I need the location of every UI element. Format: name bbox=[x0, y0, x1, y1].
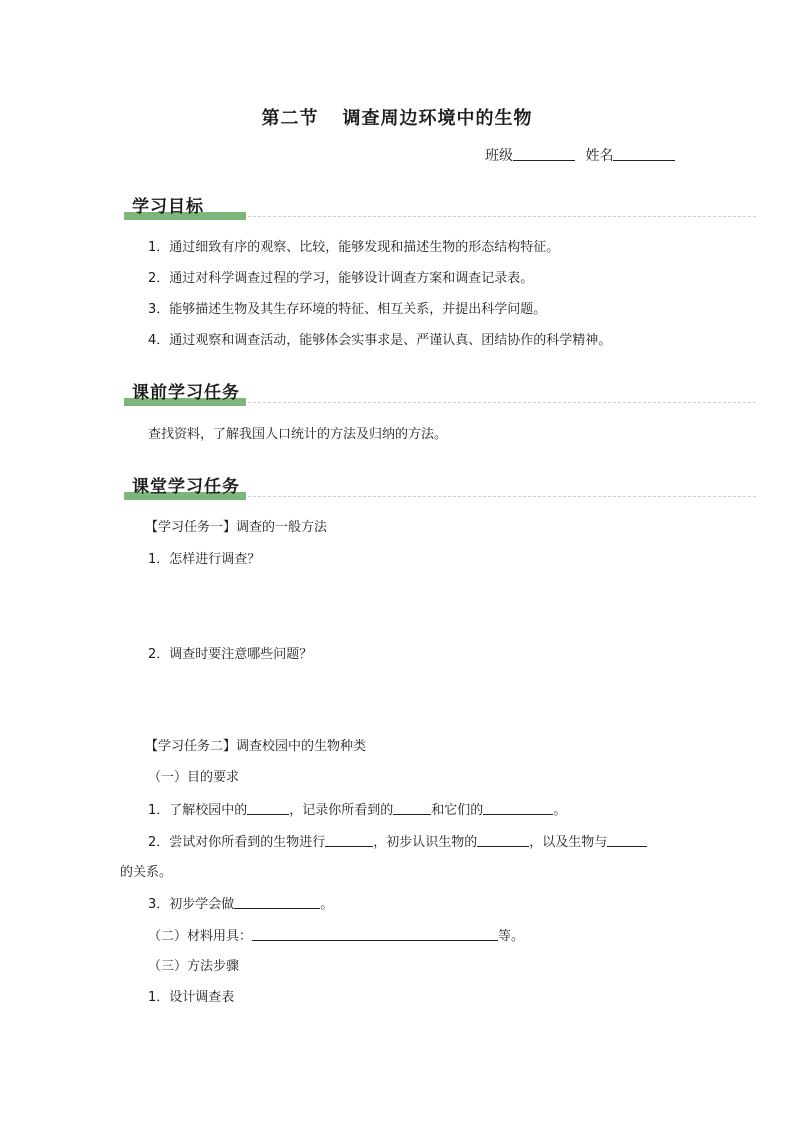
fill-text: ，初步认识生物的 bbox=[373, 835, 478, 850]
class-label: 班级 bbox=[485, 148, 513, 164]
fill-text: 2．尝试对你所看到的生物进行 bbox=[148, 835, 326, 850]
name-blank[interactable] bbox=[613, 146, 675, 161]
fill-blank[interactable] bbox=[607, 832, 647, 847]
name-label: 姓名 bbox=[585, 148, 614, 164]
fill-blank[interactable] bbox=[483, 800, 553, 815]
goal-item: 2．通过对科学调查过程的学习，能够设计调查方案和调查记录表。 bbox=[148, 271, 534, 286]
fill-blank[interactable] bbox=[393, 800, 431, 815]
subheading-purpose: （一）目的要求 bbox=[148, 770, 240, 785]
section-divider bbox=[248, 216, 756, 217]
fill-blank[interactable] bbox=[234, 894, 320, 909]
fill-text: ，以及生物与 bbox=[529, 835, 608, 850]
task1-question: 2．调查时要注意哪些问题？ bbox=[148, 647, 313, 662]
fill-text: ，记录你所看到的 bbox=[289, 803, 394, 818]
fill-item bbox=[148, 894, 333, 915]
subheading-steps: （三）方法步骤 bbox=[148, 959, 240, 974]
fill-text: 1．了解校园中的 bbox=[148, 803, 248, 818]
goal-item: 4．通过观察和调查活动，能够体会实事求是、严谨认真、团结协作的科学精神。 bbox=[148, 333, 612, 348]
fill-text: 3．初步学会做 bbox=[148, 897, 235, 912]
fill-text: 和它们的 bbox=[431, 803, 484, 818]
section-divider bbox=[248, 402, 756, 403]
goal-item: 3．能够描述生物及其生存环境的特征、相互关系，并提出科学问题。 bbox=[148, 302, 547, 317]
section-title: 学习目标 bbox=[132, 197, 204, 217]
fill-blank[interactable] bbox=[477, 832, 529, 847]
fill-item bbox=[148, 800, 566, 821]
fill-blank[interactable] bbox=[252, 926, 498, 941]
pre-task-text: 查找资料，了解我国人口统计的方法及归纳的方法。 bbox=[148, 427, 448, 442]
task1-question: 1．怎样进行调查？ bbox=[148, 552, 261, 567]
student-info bbox=[485, 145, 675, 165]
task1-heading: 【学习任务一】调查的一般方法 bbox=[145, 520, 328, 535]
fill-text: 。 bbox=[553, 803, 567, 818]
section-divider bbox=[248, 496, 756, 497]
section-title: 课前学习任务 bbox=[132, 383, 240, 403]
title-text: 调查周边环境中的生物 bbox=[342, 108, 533, 129]
fill-item-continuation: 的关系。 bbox=[120, 865, 173, 880]
fill-blank[interactable] bbox=[325, 832, 373, 847]
fill-text: （二）材料用具： bbox=[148, 929, 253, 944]
fill-blank[interactable] bbox=[247, 800, 289, 815]
task2-heading: 【学习任务二】调查校园中的生物种类 bbox=[145, 739, 367, 754]
class-blank[interactable] bbox=[513, 146, 575, 161]
fill-text: 等。 bbox=[498, 929, 525, 944]
goal-item: 1．通过细致有序的观察、比较，能够发现和描述生物的形态结构特征。 bbox=[148, 240, 560, 255]
subheading-materials bbox=[148, 926, 524, 947]
step-item: 1．设计调查表 bbox=[148, 990, 235, 1005]
fill-item bbox=[148, 832, 647, 853]
section-number: 第二节 bbox=[261, 108, 319, 129]
section-title: 课堂学习任务 bbox=[132, 477, 240, 497]
page-title bbox=[0, 104, 794, 130]
fill-text: 。 bbox=[320, 897, 334, 912]
